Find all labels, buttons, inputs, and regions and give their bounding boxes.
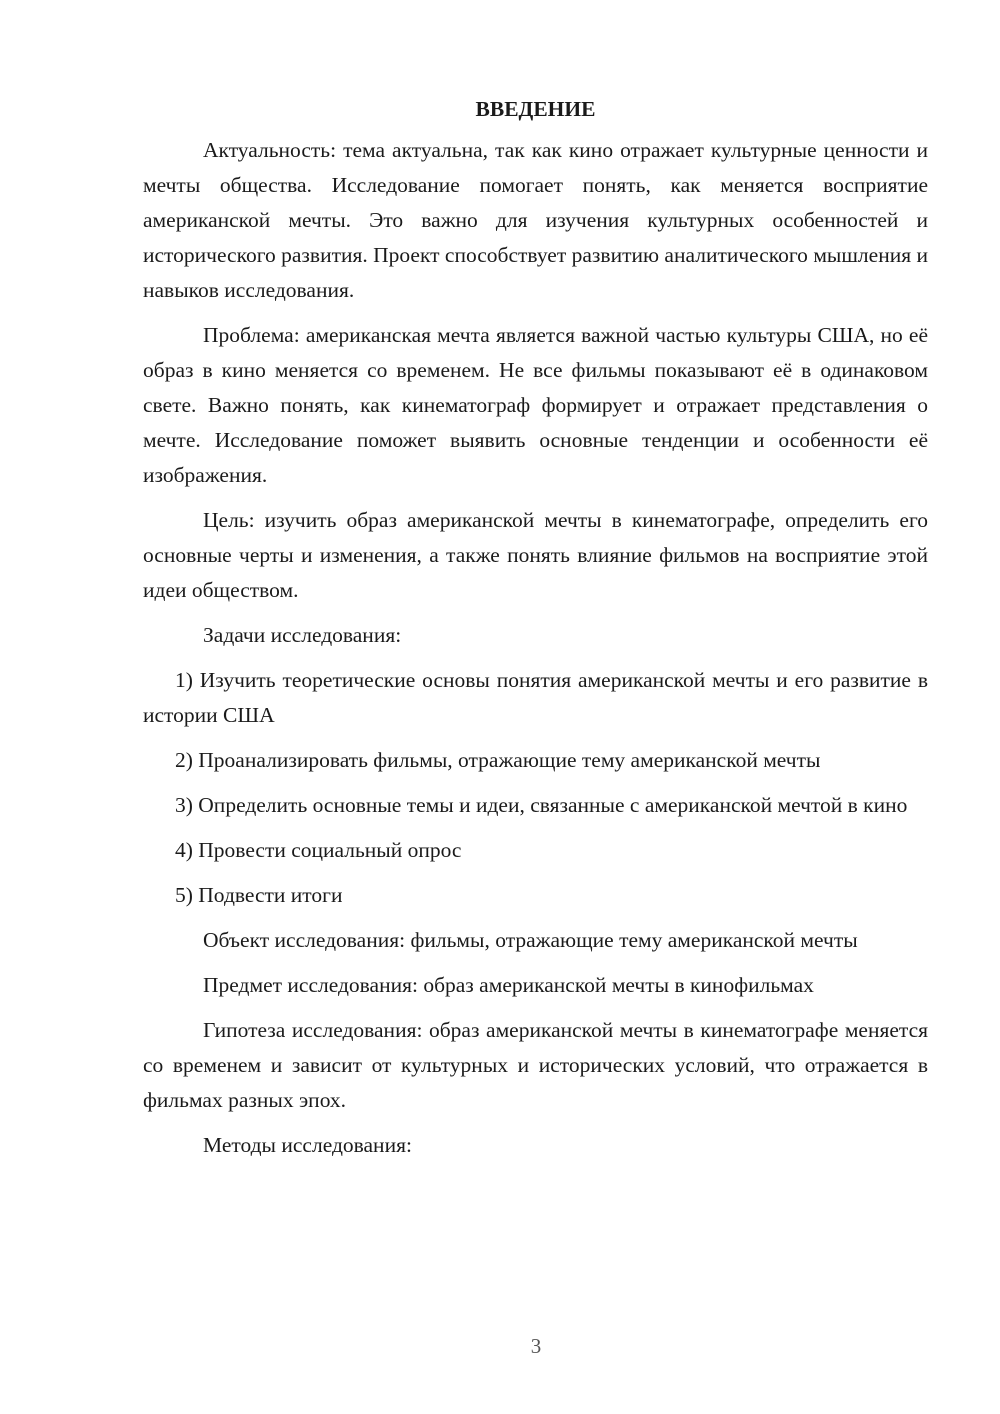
relevance-paragraph: Актуальность: тема актуальна, так как кино отражает культурные ценности и мечты общества. Исследование помогает понять, как меняется восприятие американской мечты. Это важно для изучения культурных особенностей и исторического развития. Проект способствует развитию аналитического мышления и навыков исследования.: [143, 138, 928, 302]
task-item-4: 4) Провести социальный опрос: [175, 838, 462, 862]
problem-paragraph: Проблема: американская мечта является важной частью культуры США, но её образ в кино меняется со временем. Не все фильмы показывают её в одинаковом свете. Важно понять, как кинематограф формирует и отражает представления о мечте. Исследование поможет выявить основные тенденции и особенности её изображения.: [143, 323, 928, 487]
goal-paragraph: Цель: изучить образ американской мечты в кинематографе, определить его основные черты и изменения, а также понять влияние фильмов на восприятие этой идеи обществом.: [143, 508, 928, 602]
methods-paragraph: Методы исследования:: [203, 1133, 412, 1157]
hypothesis-paragraph: Гипотеза исследования: образ американской мечты в кинематографе меняется со временем и зависит от культурных и исторических условий, что отражается в фильмах разных эпох.: [143, 1018, 928, 1112]
task-item-3: 3) Определить основные темы и идеи, связанные с американской мечтой в кино: [175, 793, 908, 817]
task-item-5: 5) Подвести итоги: [175, 883, 343, 907]
task-item-1: 1) Изучить теоретические основы понятия американской мечты и его развитие в истории США: [143, 668, 928, 727]
object-paragraph: Объект исследования: фильмы, отражающие тему американской мечты: [203, 928, 858, 952]
subject-paragraph: Предмет исследования: образ американской мечты в кинофильмах: [203, 973, 814, 997]
task-item-2: 2) Проанализировать фильмы, отражающие тему американской мечты: [175, 748, 821, 772]
page-number: 3: [530, 1334, 542, 1358]
section-heading: ВВЕДЕНИЕ: [475, 97, 596, 121]
document-page: [143, 92, 928, 1173]
tasks-heading: Задачи исследования:: [203, 623, 402, 647]
